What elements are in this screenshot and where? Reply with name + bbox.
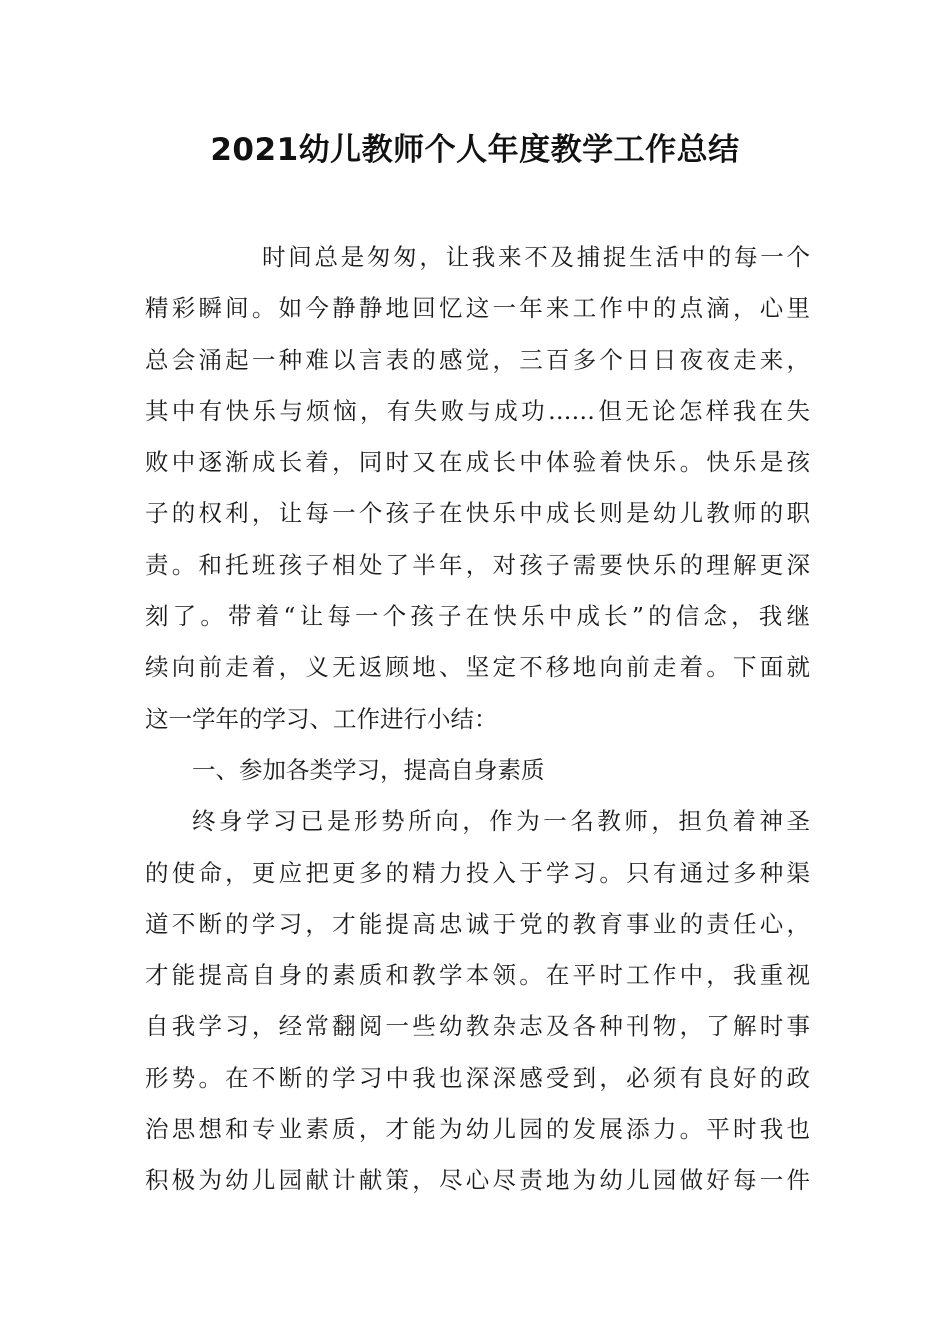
paragraph-line: 精彩瞬间。如今静静地回忆这一年来工作中的点滴，心里 <box>145 294 810 323</box>
document-body <box>145 232 810 1207</box>
paragraph-line: 的使命，更应把更多的精力投入于学习。只有通过多种渠 <box>145 858 810 887</box>
paragraph-line: 败中逐渐成长着，同时又在成长中体验着快乐。快乐是孩 <box>145 448 810 477</box>
paragraph-line: 才能提高自身的素质和教学本领。在平时工作中，我重视 <box>145 961 810 990</box>
document-title: 2021幼儿教师个人年度教学工作总结 <box>210 132 740 168</box>
paragraph-line: 终身学习已是形势所向，作为一名教师，担负着神圣 <box>192 807 810 836</box>
paragraph-line: 总会涌起一种难以言表的感觉，三百多个日日夜夜走来， <box>145 345 810 374</box>
paragraph-line: 道不断的学习，才能提高忠诚于党的教育事业的责任心， <box>145 909 810 938</box>
paragraph-line: 刻了。带着“让每一个孩子在快乐中成长”的信念，我继 <box>145 602 810 631</box>
paragraph-line: 责。和托班孩子相处了半年，对孩子需要快乐的理解更深 <box>145 550 810 579</box>
paragraph-line: 形势。在不断的学习中我也深深感受到，必须有良好的政 <box>145 1063 810 1092</box>
paragraph-line: 积极为幼儿园献计献策，尽心尽责地为幼儿园做好每一件 <box>145 1166 810 1195</box>
paragraph-line: 这一学年的学习、工作进行小结： <box>145 704 498 733</box>
paragraph-line: 续向前走着，义无返顾地、坚定不移地向前走着。下面就 <box>145 653 810 682</box>
paragraph-line: 自我学习，经常翻阅一些幼教杂志及各种刊物，了解时事 <box>145 1012 810 1041</box>
paragraph-line: 治思想和专业素质，才能为幼儿园的发展添力。平时我也 <box>145 1115 810 1144</box>
paragraph-line: 时间总是匆匆，让我来不及捕捉生活中的每一个 <box>262 243 810 271</box>
paragraph-line: 其中有快乐与烦恼，有失败与成功……但无论怎样我在失 <box>145 396 810 425</box>
section-heading: 一、参加各类学习，提高自身素质 <box>192 755 545 784</box>
paragraph-line: 子的权利，让每一个孩子在快乐中成长则是幼儿教师的职 <box>145 499 810 528</box>
